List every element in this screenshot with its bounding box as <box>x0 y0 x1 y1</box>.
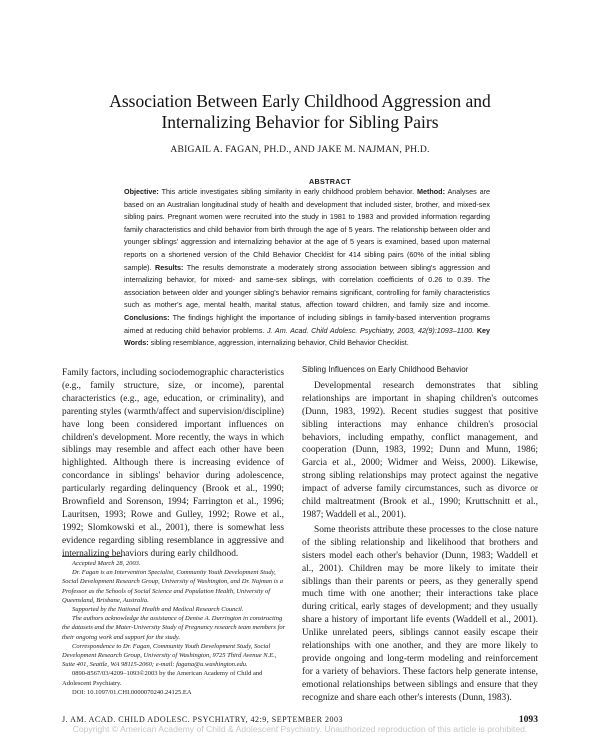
note-correspondence: Correspondence to Dr. Fagan, Community Youth Development Study, Social Development Research Group, University of Washington, 9725 Third Avenue N.E., Suite 401, Seattle, WA 98115-2060; e-mail: fagana@u.washington.edu. <box>62 642 277 669</box>
title-line-1: Association Between Early Childhood Aggression and <box>109 91 491 111</box>
copyright-watermark: Copyright © American Academy of Child & Adolescent Psychiatry. Unauthorized reproduction of this article is prohibited. <box>72 724 528 734</box>
results-text: The results demonstrate a moderately strong association between sibling's aggression and internalizing behavior, for mixed- and same-sex siblings, with correlation coefficients of 0.26 to 0.39. The association between older and younger sibling's behavior remains significant, controlling for family characteristics such as mother's age, mental health, marital status, affection toward children, and family size and income. <box>124 262 491 310</box>
note-accepted: Accepted March 28, 2003. <box>72 560 141 567</box>
left-column <box>62 367 284 561</box>
conclusions-text: The findings highlight the importance of including siblings in family-based intervention programs aimed at reducing child behavior problems. <box>124 312 491 335</box>
body-paragraph-2: Some theorists attribute these processes to the close nature of the sibling relationship and likelihood that brothers and sisters model each other's behavior (Dunn, 1983; Waddell et al., 2001). Children may be more likely to imitate their siblings than their parents or peers, as they generally spend much time with one another; their interactions take place during critical, early stages of development; and they usually share a history of important life events (Waddell et al., 2001). Unlike unrelated peers, siblings cannot easily escape their relationships with one another, and they are more likely to provide ongoing and long-term modeling and reinforcement for a variety of behaviors. These factors help generate intense, emotional relationships between siblings and ensure that they recognize and share each other's interests (Dunn, 1983). <box>302 524 538 703</box>
conclusions-label: Conclusions: <box>124 312 170 322</box>
keywords-label: Key Words: <box>124 325 491 348</box>
article-title <box>60 91 540 133</box>
abstract-body <box>124 186 490 350</box>
citation: J. Am. Acad. Child Adolesc. Psychiatry, 2003, 42(9):1093–1100. <box>266 325 475 335</box>
intro-paragraph: Family factors, including sociodemographic characteristics (e.g., family structure, size, or income), parental characteristics (e.g., age, education, or criminality), and parenting styles (warmth/affect and supervision/discipline) have long been considered important influences on children's development. More recently, the ways in which siblings may resemble and affect each other have been highlighted. Although there is increasing evidence of concordance in siblings' behavior during adolescence, particularly regarding delinquency (Brook et al., 1990; Brownfield and Sorenson, 1994; Farrington et al., 1996; Lauritsen, 1993; Rowe and Gulley, 1992; Rowe et al., 1992; Slomkowski et al., 2001), there is somewhat less evidence regarding sibling resemblance in aggressive and internalizing behaviors during early childhood. <box>62 368 284 559</box>
keywords-text: sibling resemblance, aggression, internalizing behavior, Child Behavior Checklist. <box>150 338 409 348</box>
section-heading: Sibling Influences on Early Childhood Behavior <box>302 365 469 374</box>
page-number: 1093 <box>518 714 538 725</box>
method-text: Analyses are based on an Australian longitudinal study of health and development that included sister, brother, and mixed-sex sibling pairs. Pregnant women were recruited into the study in 1981 to 1983 and provided information regarding family characteristics and child behavior from birth through the age of 5 years. The relationship between older and younger siblings' aggression and internalizing behavior at the age of 5 years is examined, based upon maternal reports on a shortened version of the Child Behavior Checklist for 414 sibling pairs (60% of the initial sibling sample). <box>124 187 490 272</box>
note-acknowledge: The authors acknowledge the assistance of Denise A. Durrington in constructing the datasets and the Mater-University Study of Pregnancy research team members for their ongoing work and support for the study. <box>62 615 286 641</box>
journal-footer: J. AM. ACAD. CHILD ADOLESC. PSYCHIATRY, 42:9, SEPTEMBER 2003 <box>62 715 344 724</box>
note-copyright: 0890-8567/03/4209–1093©2003 by the American Academy of Child and Adolescent Psychiatry. <box>62 670 263 687</box>
note-affiliation: Dr. Fagan is an Intervention Specialist, Community Youth Development Study, Social Development Research Group, University of Washington, and Dr. Najman is a Professor as the Schools of Social Science and Population Health, University of Queensland, Brisbane, Australia. <box>62 569 283 604</box>
method-label: Method: <box>417 187 445 196</box>
footnotes <box>62 559 286 697</box>
objective-text: This article investigates sibling similarity in early childhood problem behavior. <box>161 187 415 196</box>
note-doi: DOI: 10.1097/01.CHI.0000070240.24125.EA <box>72 688 192 696</box>
note-support: Supported by the National Health and Medical Research Council. <box>72 606 244 614</box>
objective-label: Objective: <box>124 187 159 196</box>
authors: ABIGAIL A. FAGAN, PH.D., AND JAKE M. NAJMAN, PH.D. <box>170 144 430 155</box>
results-label: Results: <box>155 262 184 272</box>
footnote-divider <box>62 556 122 557</box>
abstract-heading: ABSTRACT <box>309 177 351 186</box>
right-column <box>302 364 538 705</box>
title-line-2: Internalizing Behavior for Sibling Pairs <box>161 112 439 132</box>
body-paragraph-1: Developmental research demonstrates that sibling relationships are important in shaping children's outcomes (Dunn, 1983, 1992). Recent studies suggest that positive sibling interactions may enhance children's prosocial behaviors, including empathy, conflict management, and cooperation (Dunn, 1983, 1992; Dunn and Munn, 1986; Garcia et al., 2000; Widmer and Weiss, 2000). Likewise, strong sibling relationships may protect against the negative impact of adverse family circumstances, such as divorce or child maltreatment (Brook et al., 1990; Kruttschnitt et al., 1987; Waddell et al., 2001). <box>302 380 538 520</box>
